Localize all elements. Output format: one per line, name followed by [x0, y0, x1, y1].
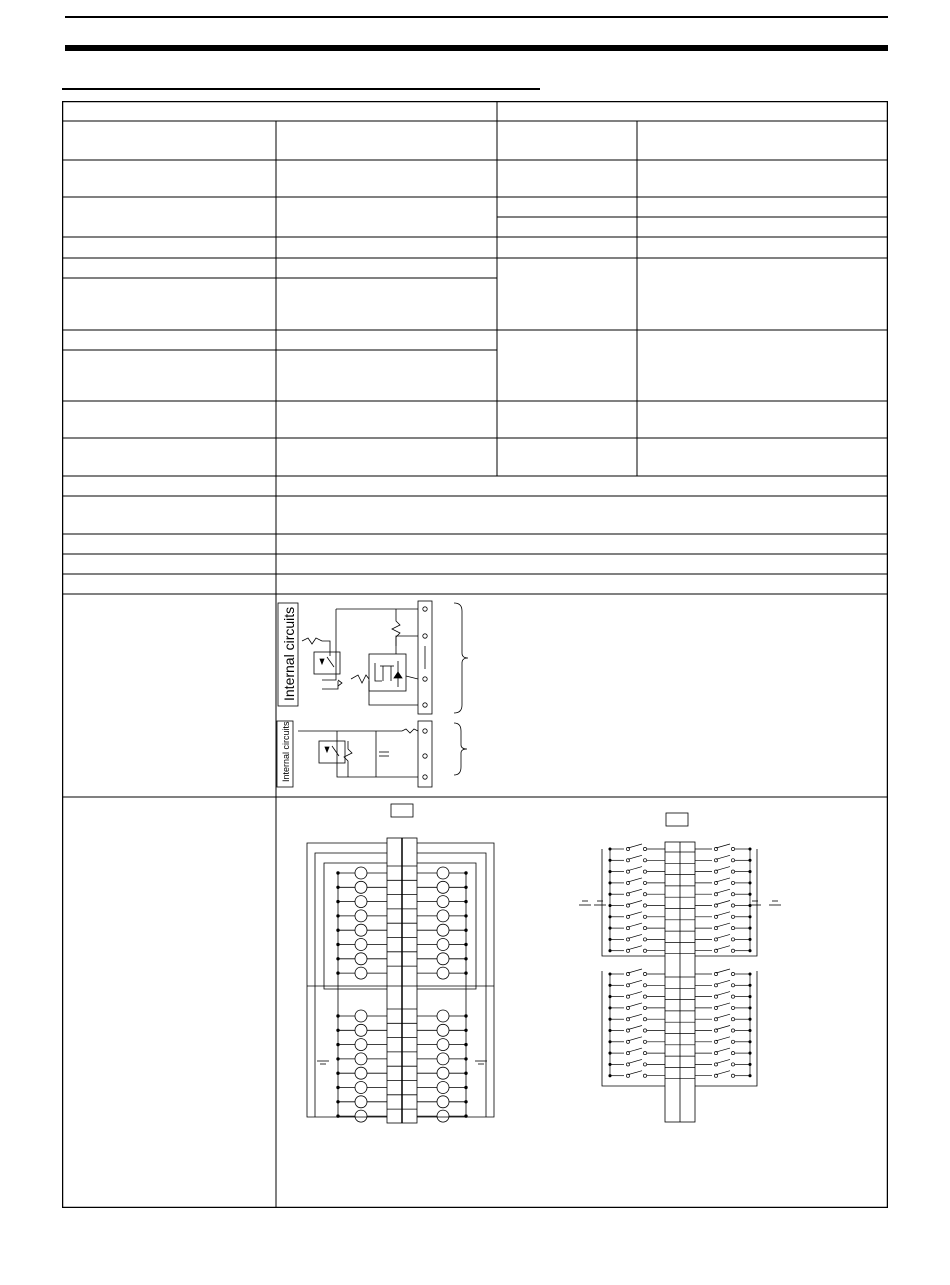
switch-contact — [731, 927, 734, 930]
lamp-right — [437, 896, 449, 908]
switch-contact — [643, 972, 646, 975]
specifications-table — [62, 101, 888, 1208]
switch-lever — [716, 1014, 730, 1018]
switch-lever — [628, 1026, 642, 1030]
lamp-right — [437, 953, 449, 965]
switch-lever — [716, 1059, 730, 1063]
lamp-right — [437, 1110, 449, 1122]
switch-contact — [643, 1006, 646, 1009]
switch-lever — [628, 1048, 642, 1052]
lamp-left — [355, 881, 367, 893]
switch-contact — [731, 949, 734, 952]
switch-lever — [716, 946, 730, 950]
lamp-left — [355, 953, 367, 965]
switch-lever — [628, 923, 642, 927]
switch-lever — [628, 1037, 642, 1041]
table-frame — [63, 102, 888, 1208]
switch-lever — [628, 855, 642, 859]
switch-lever — [716, 1026, 730, 1030]
lamp-left — [355, 967, 367, 979]
lamp-right — [437, 967, 449, 979]
switch-contact — [731, 938, 734, 941]
internal-circuits-label-large: Internal circuits — [281, 606, 297, 701]
switch-lever — [628, 992, 642, 996]
switch-contact — [643, 1052, 646, 1055]
switch-contact — [643, 847, 646, 850]
switch-contact — [731, 904, 734, 907]
switch-lever — [716, 969, 730, 973]
switch-lever — [716, 844, 730, 848]
switch-lever — [716, 855, 730, 859]
lamp-right — [437, 1082, 449, 1094]
switch-contact — [731, 847, 734, 850]
header-rule — [65, 16, 888, 18]
lamp-left — [355, 1010, 367, 1022]
switch-contact — [643, 984, 646, 987]
lamp-left — [355, 910, 367, 922]
lamp-left — [355, 1039, 367, 1051]
switch-lever — [716, 1071, 730, 1075]
switch-lever — [628, 980, 642, 984]
switch-lever — [716, 1037, 730, 1041]
switch-contact — [643, 915, 646, 918]
lamp-right — [437, 910, 449, 922]
lamp-right — [437, 939, 449, 951]
switch-contact — [731, 859, 734, 862]
switch-contact — [731, 893, 734, 896]
switch-lever — [716, 1048, 730, 1052]
switch-lever — [628, 867, 642, 871]
switch-lever — [716, 878, 730, 882]
output-circuit-diagram — [278, 601, 468, 714]
switch-contact — [643, 1040, 646, 1043]
switch-contact — [643, 927, 646, 930]
lamp-right — [437, 1096, 449, 1108]
lamp-left — [355, 1024, 367, 1036]
switch-lever — [716, 867, 730, 871]
lamp-right — [437, 1053, 449, 1065]
switch-contact — [643, 995, 646, 998]
section-title-rule — [62, 88, 540, 90]
switch-contact — [731, 1052, 734, 1055]
switch-lever — [716, 923, 730, 927]
switch-contact — [643, 1029, 646, 1032]
switch-lever — [716, 992, 730, 996]
switch-lever — [628, 946, 642, 950]
switch-contact — [643, 938, 646, 941]
lamp-left — [355, 1082, 367, 1094]
switch-lever — [628, 969, 642, 973]
switch-contact — [643, 1018, 646, 1021]
switch-lever — [628, 1059, 642, 1063]
internal-circuits-label-small: Internal circuits — [281, 721, 291, 782]
switch-lever — [716, 889, 730, 893]
lamp-left — [355, 1053, 367, 1065]
switch-lever — [628, 844, 642, 848]
switch-contact — [731, 1074, 734, 1077]
lamp-left — [355, 896, 367, 908]
header-bar — [65, 45, 888, 51]
switch-contact — [731, 870, 734, 873]
switch-contact — [731, 995, 734, 998]
switch-contact — [731, 1006, 734, 1009]
switch-lever — [716, 934, 730, 938]
lamp-left — [355, 1110, 367, 1122]
switch-contact — [731, 1018, 734, 1021]
switch-contact — [643, 870, 646, 873]
lamp-right — [437, 1024, 449, 1036]
switch-contact — [643, 1074, 646, 1077]
switch-contact — [643, 893, 646, 896]
power-circuit-diagram — [277, 721, 467, 787]
lamp-left — [355, 1096, 367, 1108]
switch-lever — [628, 889, 642, 893]
switch-contact — [731, 1040, 734, 1043]
switch-lever — [716, 912, 730, 916]
switch-contact — [643, 904, 646, 907]
switch-lever — [628, 1071, 642, 1075]
switch-lever — [628, 912, 642, 916]
switch-lever — [716, 980, 730, 984]
switch-contact — [731, 972, 734, 975]
lamp-right — [437, 1039, 449, 1051]
switch-contact — [731, 1029, 734, 1032]
lamp-right — [437, 867, 449, 879]
lamp-right — [437, 924, 449, 936]
switch-contact — [643, 859, 646, 862]
spec-table-svg — [62, 101, 888, 1208]
switch-contact — [643, 949, 646, 952]
lamp-left — [355, 924, 367, 936]
lamp-left — [355, 867, 367, 879]
lamp-right — [437, 881, 449, 893]
lamp-left — [355, 939, 367, 951]
switch-lever — [628, 878, 642, 882]
switch-contact — [731, 1063, 734, 1066]
lamp-right — [437, 1067, 449, 1079]
switch-contact — [643, 1063, 646, 1066]
switch-lever — [628, 1014, 642, 1018]
switch-contact — [643, 881, 646, 884]
switch-lever — [716, 901, 730, 905]
lamp-right — [437, 1010, 449, 1022]
switch-contact — [731, 881, 734, 884]
switch-contact — [731, 915, 734, 918]
lamp-left — [355, 1067, 367, 1079]
switch-lever — [628, 934, 642, 938]
switch-lever — [628, 901, 642, 905]
switch-lever — [628, 1003, 642, 1007]
switch-contact — [731, 984, 734, 987]
switch-lever — [716, 1003, 730, 1007]
